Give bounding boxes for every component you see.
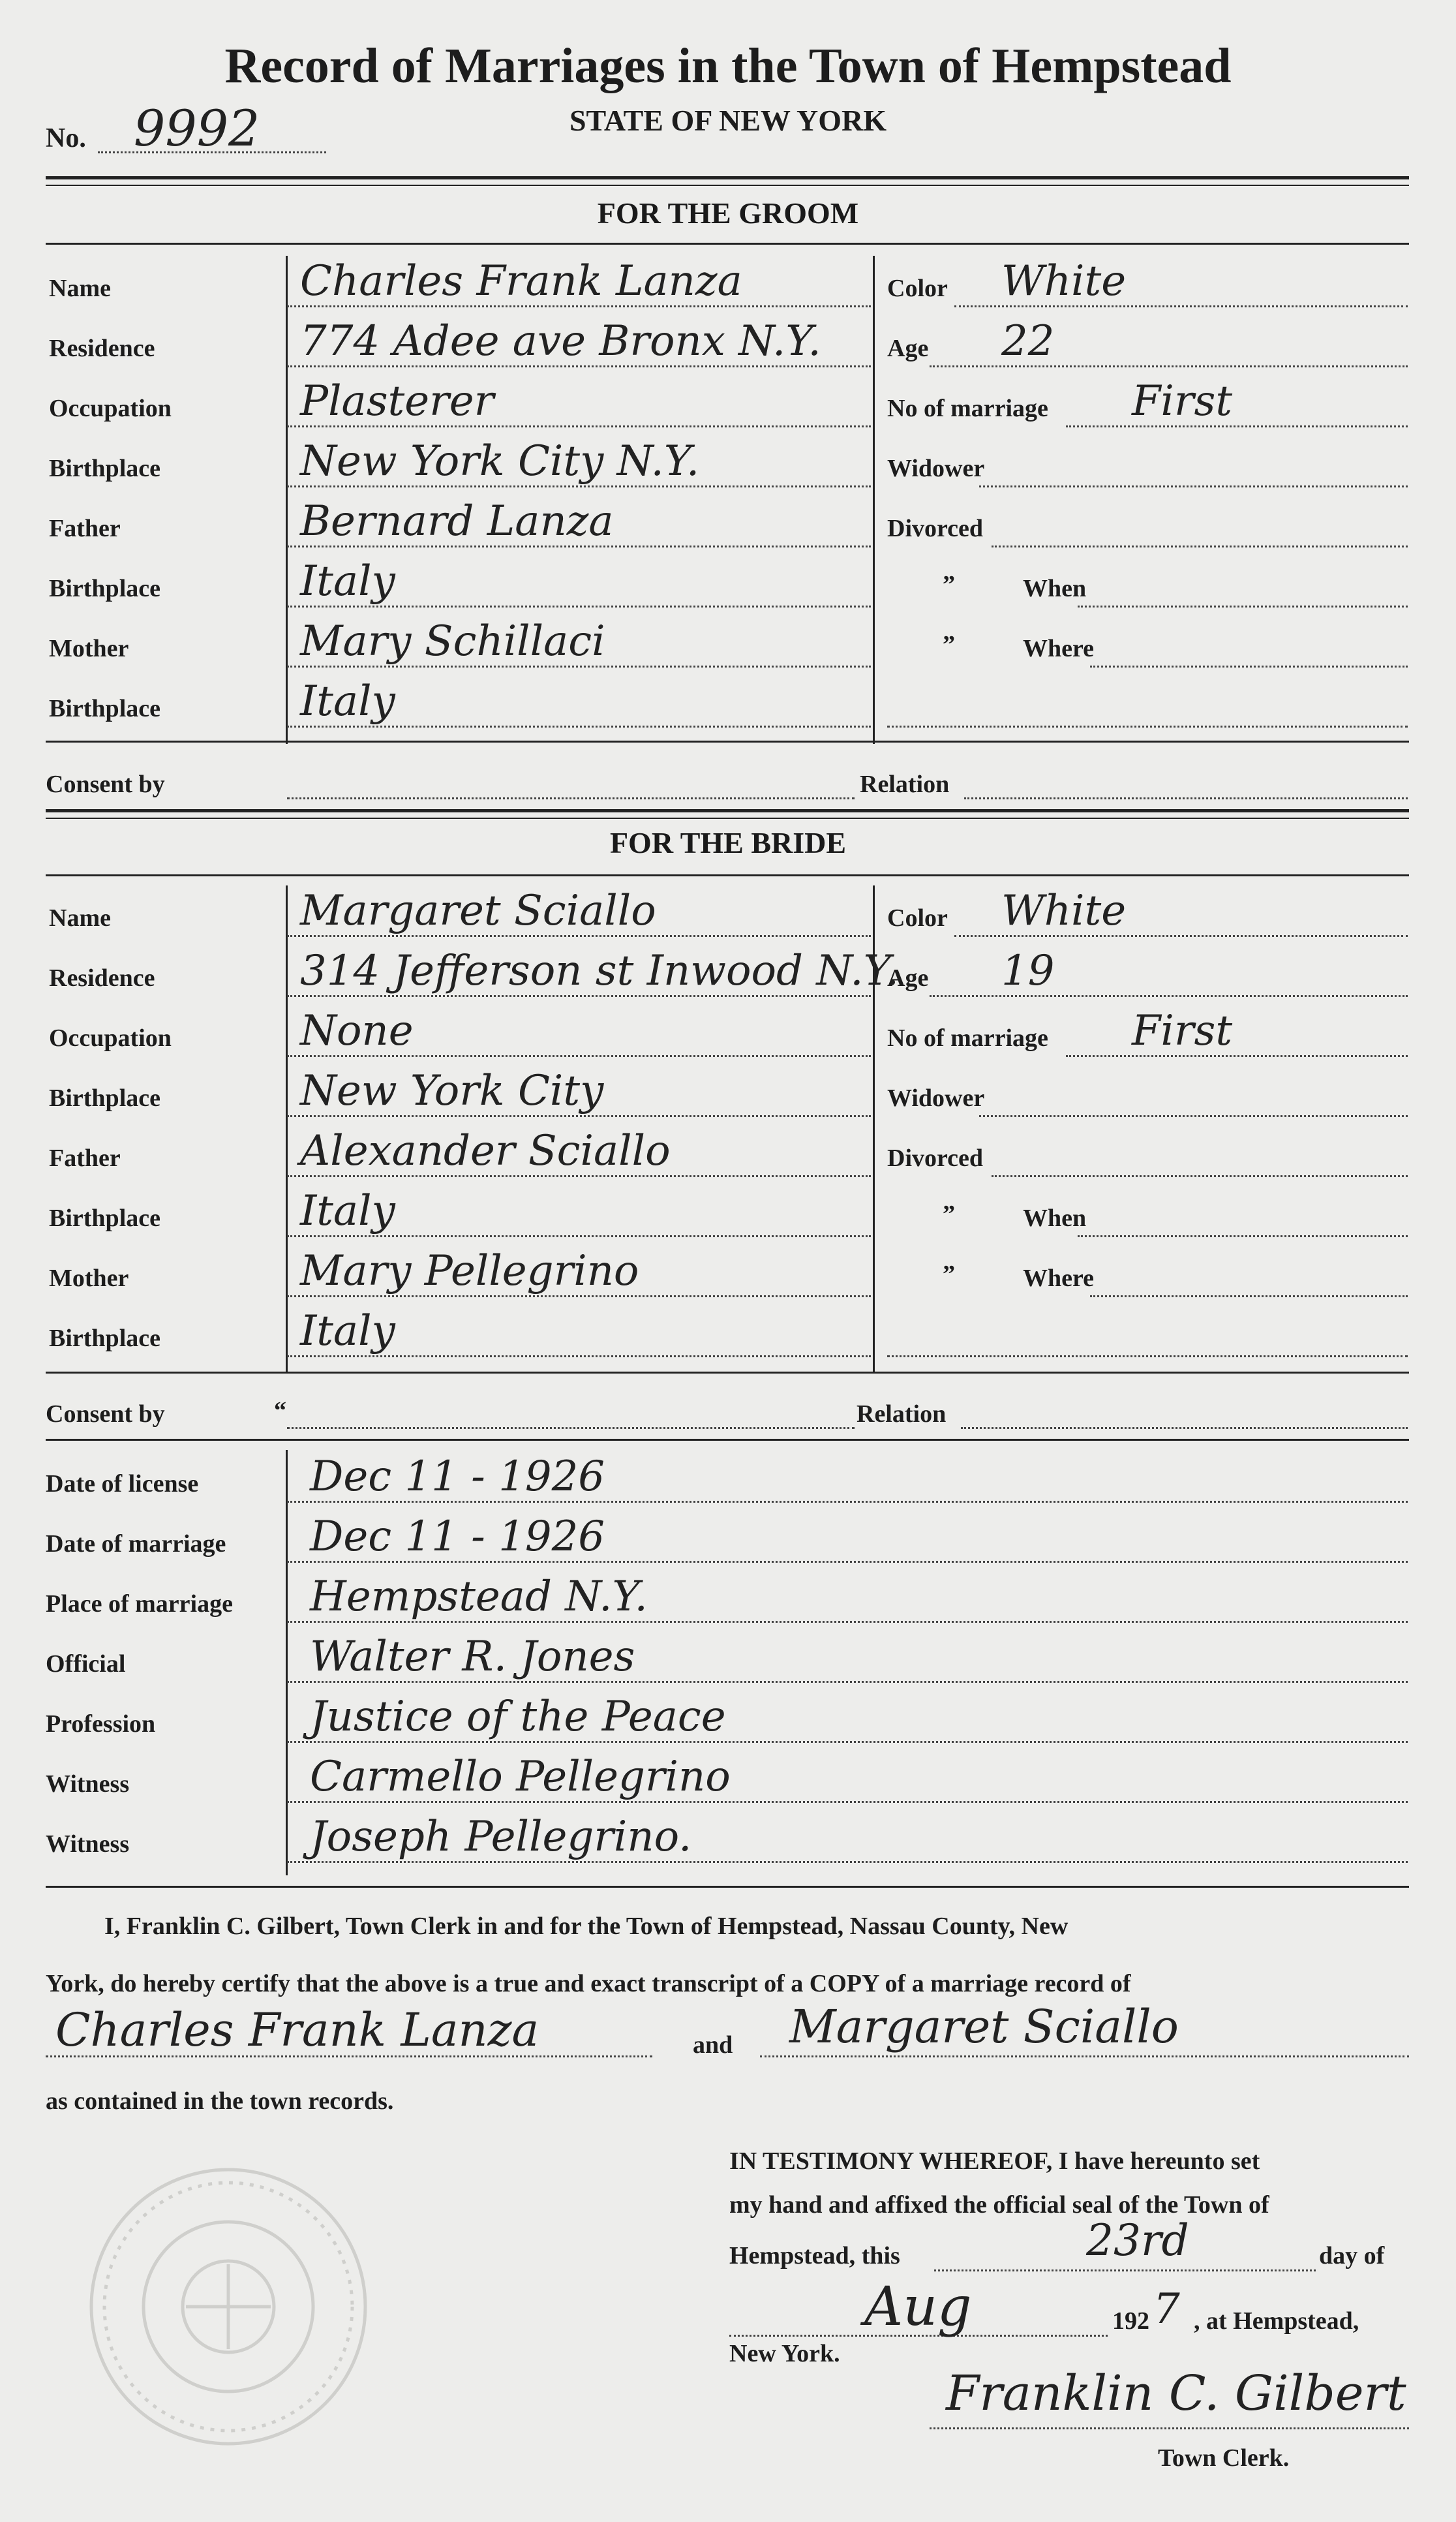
- mid-rule-thin: [46, 818, 1409, 819]
- marriage-line-3: [287, 1681, 1408, 1683]
- marriage-value-place-of-marriage: Hempstead N.Y.: [310, 1573, 648, 1621]
- groom-value-mother: Mary Schillaci: [300, 617, 605, 666]
- groom-relation-label: Relation: [860, 771, 950, 798]
- cert-line-3: as contained in the town records.: [46, 2087, 394, 2115]
- testimony-day-value: 23rd: [1086, 2215, 1189, 2266]
- groom-section-title: FOR THE GROOM: [597, 196, 859, 230]
- groom-right-line-2: [1066, 425, 1408, 427]
- groom-value-name: Charles Frank Lanza: [300, 257, 742, 305]
- bride-label-occupation: Occupation: [49, 1024, 172, 1052]
- bride-ditto-5: ”: [943, 1201, 955, 1228]
- clerk-title: Town Clerk.: [1158, 2444, 1290, 2472]
- groom-label-occupation: Occupation: [49, 395, 172, 422]
- groom-ditto-5: ”: [943, 571, 955, 598]
- marriage-line-5: [287, 1801, 1408, 1803]
- marriage-value-profession: Justice of the Peace: [310, 1693, 726, 1741]
- groom-label-birthplace: Birthplace: [49, 695, 160, 722]
- bride-relation-line: [961, 1427, 1408, 1429]
- marriage-label-official: Official: [46, 1650, 126, 1678]
- bride-value-father: Alexander Sciallo: [300, 1127, 671, 1175]
- cert-line-1: I, Franklin C. Gilbert, Town Clerk in and for the Town of Hempstead, Nassau County, New: [104, 1913, 1069, 1940]
- cert-bride-name: Margaret Sciallo: [789, 2000, 1179, 2053]
- marriage-line-4: [287, 1741, 1408, 1743]
- groom-line-1: [287, 365, 871, 367]
- groom-line-7: [287, 726, 871, 728]
- bride-value-name: Margaret Sciallo: [300, 887, 656, 935]
- bride-label-age: Age: [887, 964, 929, 992]
- header-rule: [46, 176, 1409, 179]
- cert-groom-name: Charles Frank Lanza: [55, 2003, 539, 2057]
- marriage-line-0: [287, 1501, 1408, 1503]
- groom-right-line-7: [887, 726, 1408, 728]
- bride-right-line-1: [930, 995, 1408, 997]
- bride-line-3: [287, 1115, 871, 1117]
- groom-label-when: When: [1023, 575, 1087, 602]
- bride-top-rule: [46, 874, 1409, 876]
- marriage-box-left-line: [286, 1450, 288, 1875]
- bride-line-5: [287, 1235, 871, 1237]
- cert-line-2: York, do hereby certify that the above is a true and exact transcript of a COPY of a marriage record of: [46, 1970, 1131, 1997]
- marriage-value-witness: Carmello Pellegrino: [310, 1753, 731, 1801]
- record-number-value: 9992: [134, 99, 260, 157]
- bride-right-line-5: [1078, 1235, 1408, 1237]
- bride-label-mother: Mother: [49, 1265, 129, 1292]
- bride-right-line-2: [1066, 1055, 1408, 1057]
- groom-value-age: 22: [1001, 317, 1055, 365]
- testimony-day-line: [934, 2269, 1316, 2271]
- bride-label-where: Where: [1023, 1265, 1095, 1292]
- marriage-bottom-rule: [46, 1886, 1409, 1888]
- groom-box-divider-line: [873, 256, 875, 744]
- bride-bottom-rule: [46, 1372, 1409, 1374]
- bride-right-line-0: [954, 935, 1408, 937]
- bride-section-title: FOR THE BRIDE: [609, 826, 847, 859]
- groom-value-residence: 774 Adee ave Bronx N.Y.: [300, 317, 821, 365]
- bride-value-birthplace: Italy: [300, 1307, 395, 1355]
- groom-line-4: [287, 546, 871, 547]
- groom-label-no-of-marriage: No of marriage: [887, 395, 1048, 422]
- bride-label-widower: Widower: [887, 1084, 985, 1112]
- groom-value-birthplace: New York City N.Y.: [300, 437, 700, 485]
- groom-relation-line: [964, 797, 1408, 799]
- groom-consent-line: [287, 797, 855, 799]
- marriage-line-2: [287, 1621, 1408, 1623]
- marriage-value-date-of-marriage: Dec 11 - 1926: [310, 1513, 605, 1561]
- clerk-signature: Franklin C. Gilbert: [946, 2365, 1406, 2422]
- bride-line-1: [287, 995, 871, 997]
- page-title: Record of Marriages in the Town of Hempstead: [224, 38, 1232, 93]
- bride-relation-label: Relation: [857, 1400, 947, 1428]
- marriage-label-date-of-marriage: Date of marriage: [46, 1530, 226, 1558]
- groom-ditto-6: ”: [943, 631, 955, 658]
- testimony-line-3-pre: Hempstead, this: [729, 2242, 900, 2269]
- bride-consent-label: Consent by: [46, 1400, 165, 1428]
- marriage-label-profession: Profession: [46, 1710, 156, 1738]
- record-number-label: No.: [46, 123, 86, 153]
- groom-label-mother: Mother: [49, 635, 129, 662]
- bride-value-birthplace: Italy: [300, 1187, 395, 1235]
- bride-label-name: Name: [49, 904, 111, 932]
- bride-value-birthplace: New York City: [300, 1067, 604, 1115]
- testimony-line-1: IN TESTIMONY WHEREOF, I have hereunto set: [729, 2147, 1260, 2175]
- groom-label-father: Father: [49, 515, 121, 542]
- testimony-month-value: Aug: [864, 2276, 972, 2338]
- marriage-top-rule: [46, 1439, 1409, 1441]
- bride-right-line-4: [992, 1175, 1408, 1177]
- groom-value-occupation: Plasterer: [300, 377, 494, 425]
- signature-line: [930, 2427, 1409, 2429]
- bride-label-no-of-marriage: No of marriage: [887, 1024, 1048, 1052]
- groom-line-5: [287, 606, 871, 607]
- marriage-label-witness: Witness: [46, 1830, 130, 1858]
- groom-top-rule: [46, 243, 1409, 245]
- groom-box-left-line: [286, 256, 288, 744]
- groom-label-age: Age: [887, 335, 929, 362]
- bride-consent-mark: “: [274, 1397, 286, 1424]
- bride-value-mother: Mary Pellegrino: [300, 1247, 639, 1295]
- groom-right-line-1: [930, 365, 1408, 367]
- groom-label-birthplace: Birthplace: [49, 575, 160, 602]
- groom-value-father: Bernard Lanza: [300, 497, 614, 546]
- testimony-line-4-post: , at Hempstead,: [1194, 2307, 1359, 2335]
- marriage-value-witness: Joseph Pellegrino.: [310, 1813, 692, 1861]
- cert-and: and: [693, 2031, 733, 2059]
- groom-right-line-3: [979, 485, 1408, 487]
- town-seal-icon: [62, 2153, 401, 2460]
- bride-line-2: [287, 1055, 871, 1057]
- marriage-value-date-of-license: Dec 11 - 1926: [310, 1453, 605, 1501]
- bride-label-color: Color: [887, 904, 948, 932]
- groom-label-divorced: Divorced: [887, 515, 984, 542]
- groom-line-2: [287, 425, 871, 427]
- groom-right-line-5: [1078, 606, 1408, 607]
- groom-label-color: Color: [887, 275, 948, 302]
- bride-label-birthplace: Birthplace: [49, 1325, 160, 1352]
- groom-line-3: [287, 485, 871, 487]
- bride-value-color: White: [1001, 887, 1127, 935]
- bride-label-divorced: Divorced: [887, 1145, 984, 1172]
- testimony-year-value: 7: [1153, 2285, 1180, 2333]
- groom-value-birthplace: Italy: [300, 677, 395, 726]
- mid-rule: [46, 809, 1409, 812]
- groom-bottom-rule: [46, 741, 1409, 743]
- testimony-line-2: my hand and affixed the official seal of the Town of: [729, 2191, 1269, 2219]
- bride-line-6: [287, 1295, 871, 1297]
- testimony-year-prefix: 192: [1112, 2307, 1149, 2335]
- header-rule-thin: [46, 185, 1409, 186]
- groom-value-birthplace: Italy: [300, 557, 395, 606]
- groom-right-line-0: [954, 305, 1408, 307]
- groom-line-6: [287, 666, 871, 668]
- bride-right-line-3: [979, 1115, 1408, 1117]
- bride-line-7: [287, 1355, 871, 1357]
- testimony-line-3-post: day of: [1319, 2242, 1385, 2269]
- cert-bride-line: [760, 2055, 1409, 2057]
- bride-line-0: [287, 935, 871, 937]
- bride-label-birthplace: Birthplace: [49, 1084, 160, 1112]
- bride-value-age: 19: [1001, 947, 1055, 995]
- groom-line-0: [287, 305, 871, 307]
- testimony-line-5: New York.: [729, 2340, 840, 2367]
- groom-label-where: Where: [1023, 635, 1095, 662]
- bride-box-left-line: [286, 885, 288, 1374]
- marriage-label-date-of-license: Date of license: [46, 1470, 199, 1498]
- marriage-line-1: [287, 1561, 1408, 1563]
- bride-value-no-of-marriage: First: [1132, 1007, 1233, 1055]
- bride-line-4: [287, 1175, 871, 1177]
- marriage-line-6: [287, 1861, 1408, 1863]
- groom-label-widower: Widower: [887, 455, 985, 482]
- bride-label-when: When: [1023, 1205, 1087, 1232]
- marriage-label-witness: Witness: [46, 1770, 130, 1798]
- bride-label-birthplace: Birthplace: [49, 1205, 160, 1232]
- groom-value-color: White: [1001, 257, 1127, 305]
- groom-right-line-6: [1090, 666, 1408, 668]
- bride-ditto-6: ”: [943, 1261, 955, 1288]
- groom-value-no-of-marriage: First: [1132, 377, 1233, 425]
- page-subtitle: STATE OF NEW YORK: [569, 104, 887, 137]
- groom-right-line-4: [992, 546, 1408, 547]
- groom-label-residence: Residence: [49, 335, 155, 362]
- groom-label-birthplace: Birthplace: [49, 455, 160, 482]
- bride-value-residence: 314 Jefferson st Inwood N.Y.: [300, 947, 899, 995]
- bride-right-line-7: [887, 1355, 1408, 1357]
- bride-label-residence: Residence: [49, 964, 155, 992]
- marriage-value-official: Walter R. Jones: [310, 1633, 635, 1681]
- bride-value-occupation: None: [300, 1007, 414, 1055]
- bride-consent-line: [287, 1427, 855, 1429]
- marriage-label-place-of-marriage: Place of marriage: [46, 1590, 233, 1618]
- groom-label-name: Name: [49, 275, 111, 302]
- bride-label-father: Father: [49, 1145, 121, 1172]
- bride-right-line-6: [1090, 1295, 1408, 1297]
- groom-consent-label: Consent by: [46, 771, 165, 798]
